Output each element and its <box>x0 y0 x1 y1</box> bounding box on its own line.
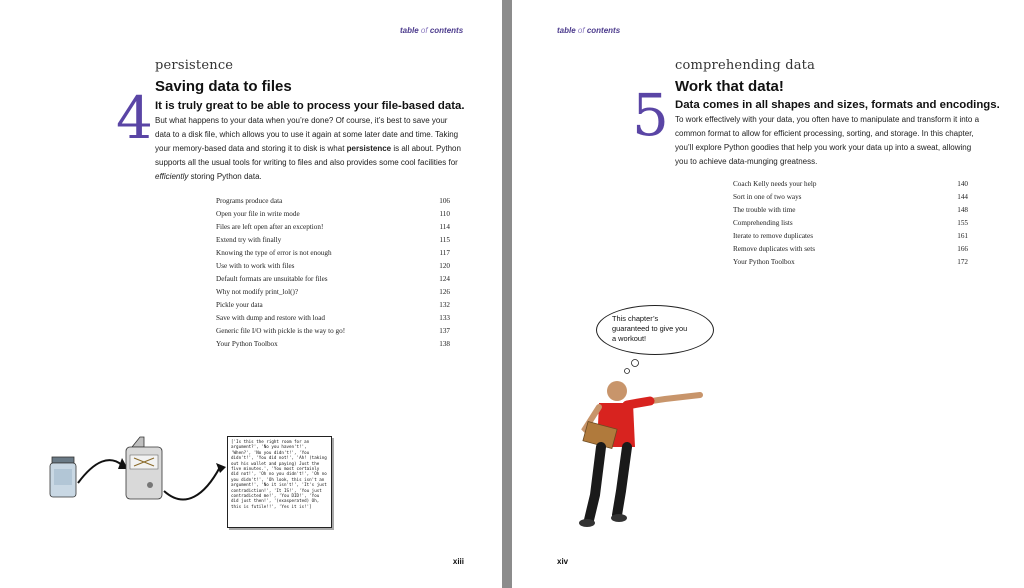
thought-bubble-text <box>612 314 702 344</box>
toc-entry-page: 138 <box>439 340 450 348</box>
chapter-lead: It is truly great to be able to process your file-based data. <box>155 100 465 112</box>
left-page <box>0 0 502 588</box>
toc-entry <box>733 217 968 230</box>
body-line: But what happens to your data when you’re done? Of course, it’s best to save your <box>155 116 448 125</box>
toc-entry-title: Files are left open after an exception! <box>216 223 324 231</box>
toc-entry <box>733 204 968 217</box>
toc-entry-title: Extend try with finally <box>216 236 282 244</box>
toc-entry <box>216 299 450 312</box>
persistence-illustration <box>40 425 240 525</box>
body-line: To work effectively with your data, you often have to manipulate and transform it into a <box>675 115 980 124</box>
chapter-number: 4 <box>116 84 153 152</box>
bubble-line: a workout! <box>612 334 647 343</box>
toc-entry-page: 110 <box>439 210 450 218</box>
toc-entry-title: Your Python Toolbox <box>733 258 795 266</box>
body-line: your memory-based data and storing it to disk is what persistence is all about. Python <box>155 144 461 153</box>
thought-dot-2 <box>625 369 630 374</box>
toc-entry <box>216 208 450 221</box>
toc-entry <box>216 247 450 260</box>
toc-list <box>216 195 450 351</box>
arrow-1 <box>78 460 122 483</box>
body-line: supports all the usual tools for writing to files and also provides some cool facilities for <box>155 158 458 167</box>
toc-entry-page: 106 <box>439 197 450 205</box>
toc-entry-page: 161 <box>957 232 968 240</box>
chapter-title: Work that data! <box>675 78 784 95</box>
body-line: data to a disk file, which allows you to use it again at some later date and time. Taking <box>155 130 459 139</box>
page-number: xiv <box>557 557 569 566</box>
pickle-machine-icon <box>126 437 162 499</box>
chapter-title: Saving data to files <box>155 78 292 95</box>
toc-entry-title: Generic file I/O with pickle is the way to go! <box>216 327 346 335</box>
toc-entry-page: 140 <box>957 180 968 188</box>
toc-entry-title: Save with dump and restore with load <box>216 314 325 322</box>
toc-entry-page: 137 <box>439 327 450 335</box>
header-word-table: table <box>557 26 576 35</box>
toc-entry-page: 155 <box>957 219 968 227</box>
toc-entry <box>733 178 968 191</box>
pickled-data-card: ['Is this the right room for an argument?', 'No you haven't!', 'When?', 'No you didn't!', 'You didn't!', 'You did not!', 'Ah! (taking out his wallet and paying) Just the five minutes.', 'You most certainly did not!', 'Oh no you didn't!', 'Oh no you didn't!', 'Oh look, this isn't an argument!', 'No it isn't!', 'It's just contradiction!', 'It IS!', 'You just contradicted me!', 'You DID!', 'You did just then!', '(exasperated) Oh, this is futile!!', 'Yes it is!'] <box>227 436 332 528</box>
toc-entry <box>733 256 968 269</box>
toc-entry <box>216 221 450 234</box>
toc-entry-title: Remove duplicates with sets <box>733 245 816 253</box>
header-word-of: of <box>577 26 585 35</box>
toc-entry-page: 133 <box>439 314 450 322</box>
toc-entry-title: The trouble with time <box>733 206 796 214</box>
page-number: xiii <box>452 557 464 566</box>
chapter-number: 5 <box>632 81 669 149</box>
toc-entry-title: Iterate to remove duplicates <box>733 232 814 240</box>
header-word-contents: contents <box>586 26 621 35</box>
body-line: common format to allow for efficient processing, sorting, and storage. In this chapter, <box>675 129 974 138</box>
toc-entry <box>216 273 450 286</box>
toc-header <box>557 26 620 35</box>
body-line: efficiently storing Python data. <box>155 172 262 181</box>
toc-entry <box>216 260 450 273</box>
toc-entry-page: 132 <box>439 301 450 309</box>
chapter-kicker: comprehending data <box>675 58 816 73</box>
toc-entry-title: Sort in one of two ways <box>733 193 802 201</box>
body-line: you’ll explore Python goodies that help you work your data up into a sweat, allowing <box>675 143 972 152</box>
header-word-of: of <box>420 26 428 35</box>
header-word-contents: contents <box>429 26 464 35</box>
toc-entry <box>733 243 968 256</box>
coach-figure <box>555 355 715 535</box>
toc-entry-title: Programs produce data <box>216 197 283 205</box>
toc-entry-title: Use with to work with files <box>216 262 295 270</box>
chapter-body <box>155 114 475 184</box>
toc-entry-page: 120 <box>439 262 450 270</box>
toc-entry <box>733 191 968 204</box>
toc-entry-title: Default formats are unsuitable for files <box>216 275 328 283</box>
toc-entry-title: Why not modify print_lol()? <box>216 288 299 296</box>
emphasis-efficiently: efficiently <box>155 172 189 181</box>
toc-entry-page: 114 <box>439 223 450 231</box>
toc-entry <box>733 230 968 243</box>
toc-entry-page: 126 <box>439 288 450 296</box>
toc-entry <box>216 195 450 208</box>
chapter-kicker: persistence <box>155 58 234 73</box>
toc-entry-page: 124 <box>439 275 450 283</box>
toc-entry-title: Comprehending lists <box>733 219 793 227</box>
thought-dot-1 <box>632 360 639 367</box>
toc-entry <box>216 234 450 247</box>
toc-list <box>733 178 968 269</box>
chapter-body <box>675 113 1005 169</box>
toc-header <box>400 26 463 35</box>
toc-entry-page: 144 <box>957 193 968 201</box>
chapter-lead: Data comes in all shapes and sizes, formats and encodings. <box>675 99 1000 111</box>
toc-entry <box>216 325 450 338</box>
toc-entry-title: Pickle your data <box>216 301 263 309</box>
toc-entry-title: Your Python Toolbox <box>216 340 278 348</box>
toc-entry-title: Knowing the type of error is not enough <box>216 249 332 257</box>
bubble-line: guaranteed to give you <box>612 324 688 333</box>
toc-entry <box>216 338 450 351</box>
toc-entry-page: 115 <box>439 236 450 244</box>
toc-entry-page: 148 <box>957 206 968 214</box>
jar-icon <box>50 457 76 497</box>
toc-entry-title: Open your file in write mode <box>216 210 300 218</box>
body-line: you to achieve data-munging greatness. <box>675 157 818 166</box>
header-word-table: table <box>400 26 419 35</box>
bubble-line: This chapter’s <box>612 314 659 323</box>
toc-entry-title: Coach Kelly needs your help <box>733 180 817 188</box>
arrow-2 <box>164 467 220 499</box>
toc-entry-page: 117 <box>439 249 450 257</box>
toc-entry <box>216 312 450 325</box>
emphasis-persistence: persistence <box>346 144 392 153</box>
toc-entry-page: 166 <box>957 245 968 253</box>
toc-entry <box>216 286 450 299</box>
toc-entry-page: 172 <box>957 258 968 266</box>
